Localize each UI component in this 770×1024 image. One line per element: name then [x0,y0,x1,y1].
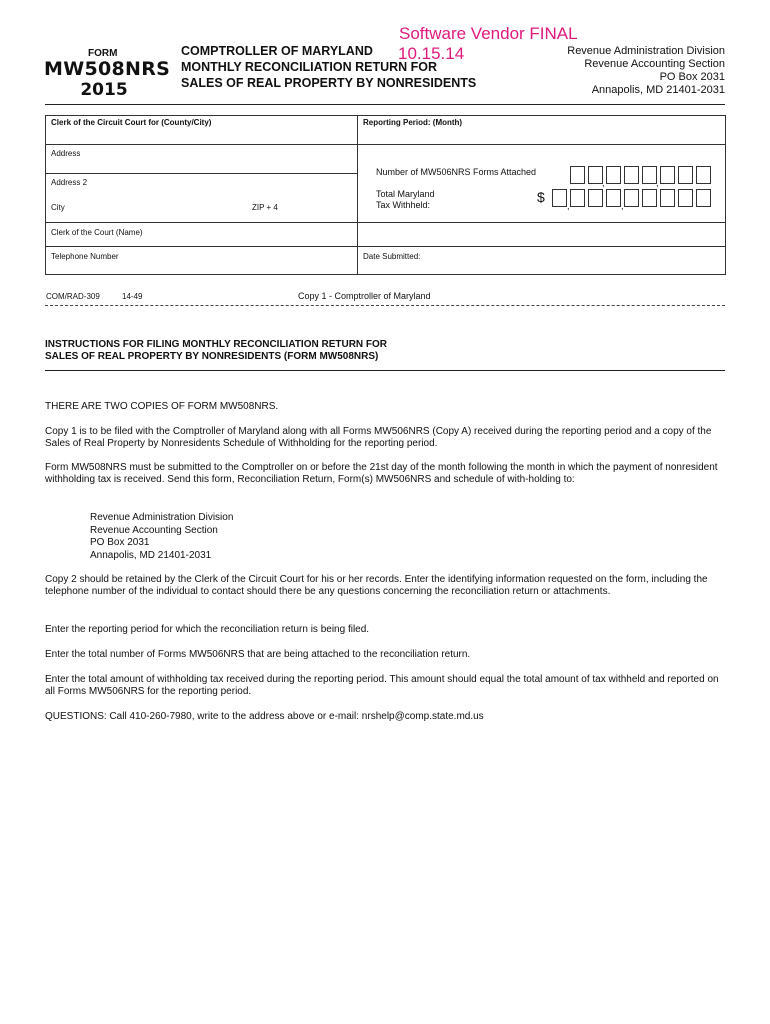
digit-box[interactable] [570,189,585,207]
digit-box[interactable] [660,189,675,207]
clerk-name-label: Clerk of the Court (Name) [51,228,143,237]
tax-withheld-label-1: Total Maryland [376,189,435,199]
address2-field[interactable] [46,188,356,200]
reporting-period-label: Reporting Period: (Month) [363,118,463,127]
telephone-field[interactable] [46,261,356,273]
digit-box[interactable] [642,166,657,184]
instructions-paragraph-4: Copy 2 should be retained by the Clerk of the Circuit Court for his or her records. Enter the identifying information requested on the form, including the telephone number of the individual to contact should there be any questions concerning the reconciliation return or attachments. [45,574,708,598]
address-field[interactable] [46,158,356,172]
comma-separator: , [621,201,624,211]
form-divider-3 [45,222,726,223]
reporting-period-field[interactable] [359,128,724,143]
digit-box[interactable] [678,189,693,207]
zip-field[interactable] [252,212,356,221]
header-rule [45,104,725,105]
form-divider-4 [45,246,726,247]
digit-box[interactable] [624,189,639,207]
digit-box[interactable] [624,166,639,184]
tax-withheld-label-2: Tax Withheld: [376,200,431,210]
digit-box[interactable] [696,166,711,184]
digit-box[interactable] [588,166,603,184]
vendor-stamp-date: 10.15.14 [398,44,465,63]
mail-address-line-1: Revenue Administration Division [90,512,234,523]
tear-line [45,305,725,306]
form-divider-2 [45,173,358,174]
form-divider-vertical [357,115,358,275]
date-submitted-field[interactable] [430,248,724,273]
instructions-paragraph-5: Enter the reporting period for which the reconciliation return is being filed. [45,624,370,635]
form-revision: 14-49 [122,292,143,301]
digit-box[interactable] [606,166,621,184]
instructions-rule [45,370,725,371]
form-code: COM/RAD-309 [46,292,100,301]
form-year: 2015 [80,80,128,100]
mail-address-line-2: Revenue Accounting Section [90,525,218,536]
dollar-sign: $ [537,189,545,205]
form-number: MW508NRS [44,58,171,80]
digit-box[interactable] [588,189,603,207]
comma-separator: , [656,178,659,188]
digit-box[interactable] [642,189,657,207]
header-address-line-1: Revenue Administration Division [567,45,725,57]
form-divider-1 [45,144,726,145]
clerk-name-field[interactable] [46,236,356,245]
forms-attached-label: Number of MW506NRS Forms Attached [376,167,537,177]
instructions-paragraph-1: THERE ARE TWO COPIES OF FORM MW508NRS. [45,401,279,412]
comma-separator: , [602,178,605,188]
instructions-questions: QUESTIONS: Call 410-260-7980, write to the address above or e-mail: nrshelp@comp.state.md.us [45,711,484,722]
digit-box[interactable] [552,189,567,207]
header-address-line-3: PO Box 2031 [659,71,725,83]
instructions-paragraph-6: Enter the total number of Forms MW506NRS that are being attached to the reconciliation return. [45,649,471,660]
instructions-title-line-2: SALES OF REAL PROPERTY BY NONRESIDENTS (FORM MW508NRS) [45,351,379,362]
comma-separator: , [567,201,570,211]
form-label: FORM [88,48,118,59]
instructions-paragraph-2: Copy 1 is to be filed with the Comptroller of Maryland along with all Forms MW506NRS (Copy A) received during the reporting period and a copy of the Sales of Real Property by Nonresidents Schedule of Withholding for the reporting period. [45,426,712,450]
clerk-county-field[interactable] [46,128,356,143]
vendor-stamp-line1: Software Vendor FINAL [399,24,578,43]
city-label: City [51,203,65,212]
digit-box[interactable] [570,166,585,184]
digit-box[interactable] [606,189,621,207]
mail-address-line-3: PO Box 2031 [90,537,150,548]
header-address-line-2: Revenue Accounting Section [584,58,725,70]
address2-label: Address 2 [51,178,88,187]
address-label: Address [51,149,81,158]
instructions-paragraph-7: Enter the total amount of withholding tax received during the reporting period. This amount should equal the total amount of tax withheld and reported on all Forms MW506NRS for the reporting period. [45,674,719,698]
telephone-label: Telephone Number [51,252,119,261]
clerk-county-label: Clerk of the Circuit Court for (County/City) [51,118,212,127]
title-line-2: MONTHLY RECONCILIATION RETURN FOR [181,60,438,74]
instructions-title [45,339,387,363]
digit-box[interactable] [678,166,693,184]
copy-label: Copy 1 - Comptroller of Maryland [298,291,431,301]
instructions-title-line-1: INSTRUCTIONS FOR FILING MONTHLY RECONCILIATION RETURN FOR [45,339,388,350]
mail-address-line-4: Annapolis, MD 21401-2031 [90,550,212,561]
title-line-3: SALES OF REAL PROPERTY BY NONRESIDENTS [181,76,477,90]
city-field[interactable] [46,212,246,221]
title-line-1: COMPTROLLER OF MARYLAND [181,44,373,58]
date-submitted-label: Date Submitted: [363,252,421,261]
digit-box[interactable] [660,166,675,184]
zip-label: ZIP + 4 [252,203,278,212]
digit-box[interactable] [696,189,711,207]
instructions-paragraph-3: Form MW508NRS must be submitted to the Comptroller on or before the 21st day of the month following the month in which the payment of nonresident withholding tax is received. Send this form, Reconciliation Return, Form(s) MW506NRS and schedule of with-holding to: [45,462,718,486]
header-address-line-4: Annapolis, MD 21401-2031 [591,84,725,96]
